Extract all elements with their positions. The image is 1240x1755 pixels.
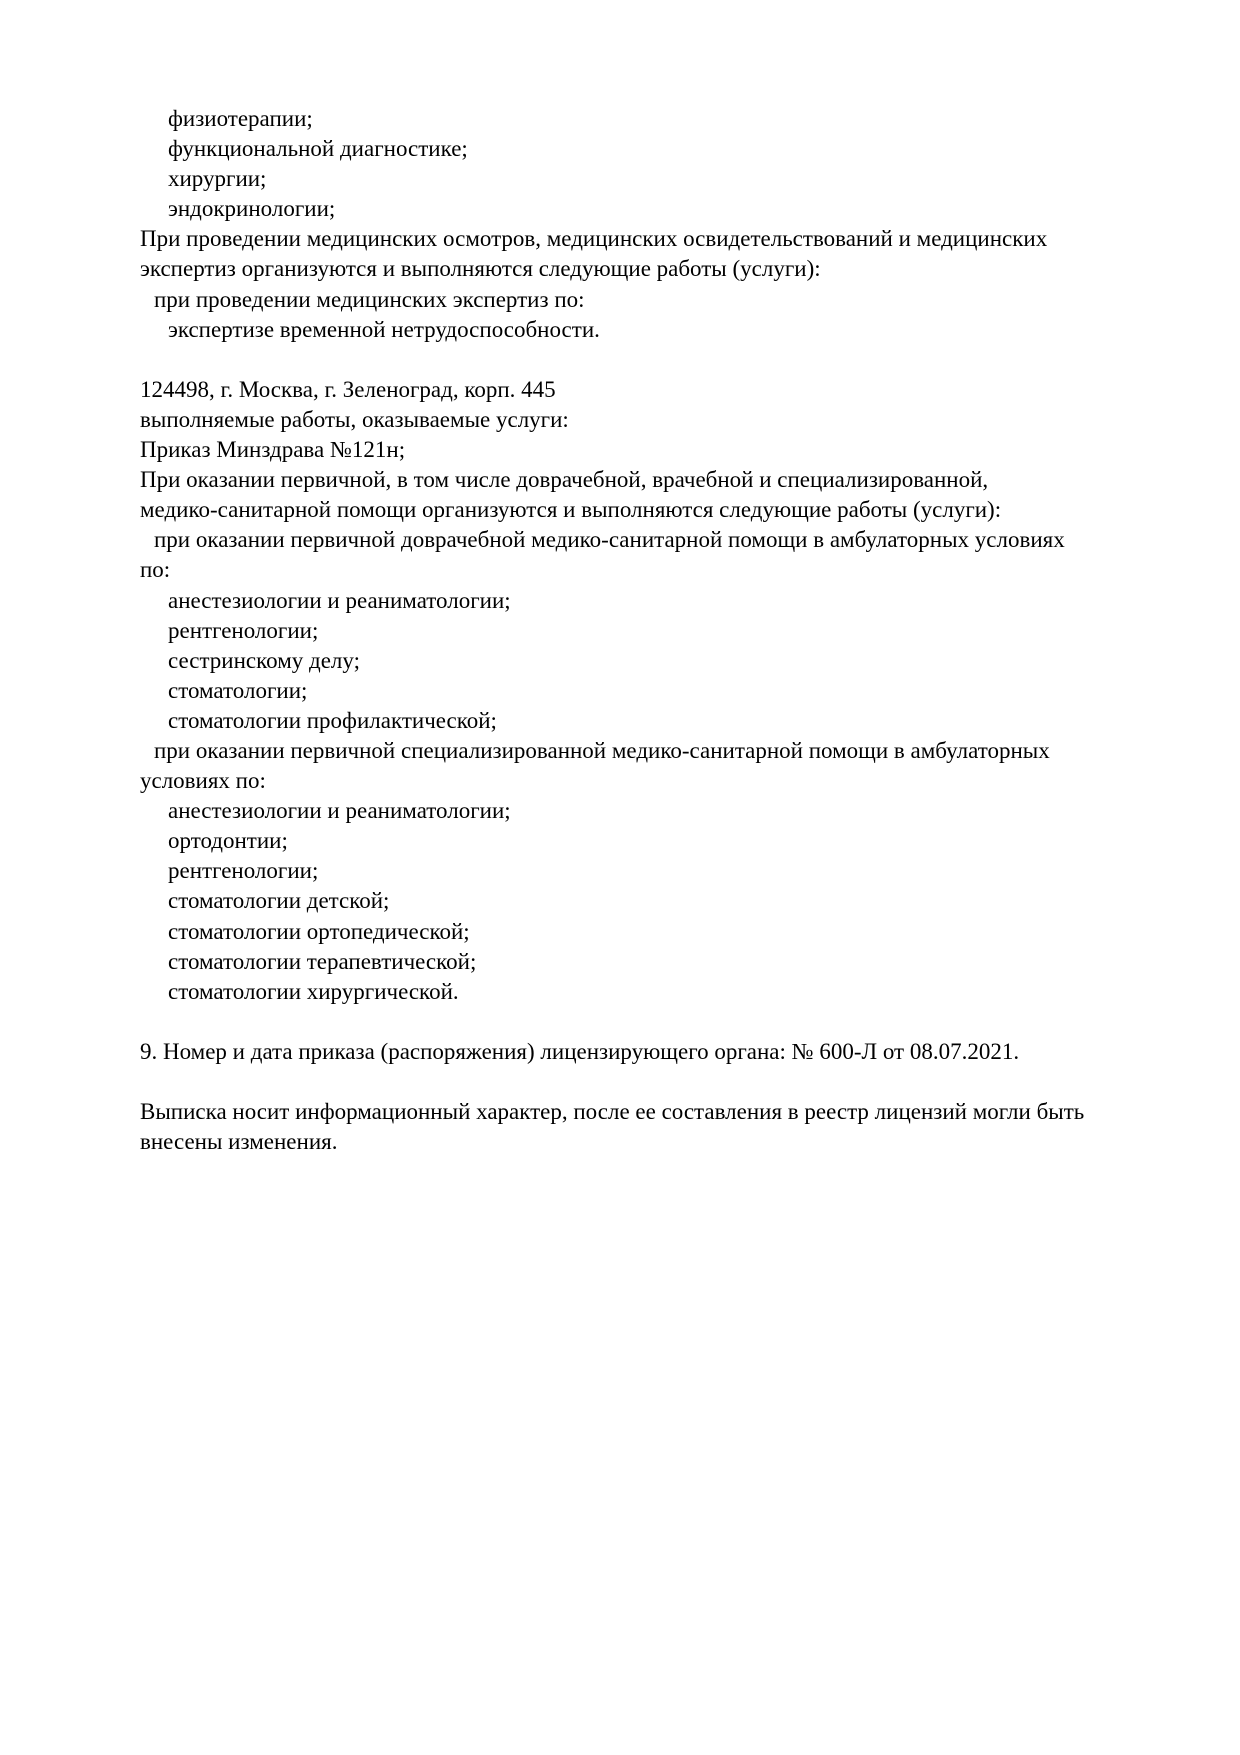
text-line: рентгенологии; [168, 617, 319, 643]
text-line: при оказании первичной специализированной медико-санитарной помощи в амбулаторных [154, 737, 1050, 763]
blank-line [0, 1067, 1240, 1097]
text-line: стоматологии профилактической; [168, 707, 497, 733]
blank-line [0, 345, 1240, 375]
text-line: При оказании первичной, в том числе доврачебной, врачебной и специализированной, [140, 467, 989, 493]
text-line: хирургии; [168, 166, 267, 192]
text-line: внесены изменения. [140, 1129, 338, 1155]
text-line: при проведении медицинских экспертиз по: [154, 286, 585, 312]
text-line: стоматологии ортопедической; [168, 918, 470, 944]
text-line: 124498, г. Москва, г. Зеленоград, корп. 445 [140, 376, 556, 402]
text-line: сестринскому делу; [168, 647, 360, 673]
blank-line [0, 1007, 1240, 1037]
text-line: 9. Номер и дата приказа (распоряжения) лицензирующего органа: № 600-Л от 08.07.2021. [140, 1038, 1020, 1064]
text-line: функциональной диагностике; [168, 136, 468, 162]
text-line: экспертиз организуются и выполняются следующие работы (услуги): [140, 256, 821, 282]
text-line: анестезиологии и реаниматологии; [168, 798, 511, 824]
text-line: При проведении медицинских осмотров, медицинских освидетельствований и медицинских [140, 226, 1048, 252]
text-line: условиях по: [140, 768, 266, 794]
text-line: эндокринологии; [168, 196, 336, 222]
text-line: выполняемые работы, оказываемые услуги: [140, 406, 569, 432]
text-line: физиотерапии; [168, 106, 313, 131]
text-line: стоматологии; [168, 677, 308, 703]
text-line: Выписка носит информационный характер, после ее составления в реестр лицензий могли быть [140, 1099, 1085, 1125]
text-line: стоматологии хирургической. [168, 978, 459, 1004]
text-line: стоматологии детской; [168, 888, 390, 914]
text-line: при оказании первичной доврачебной медико-санитарной помощи в амбулаторных условиях [154, 527, 1065, 553]
text-line: стоматологии терапевтической; [168, 948, 477, 974]
text-line: экспертизе временной нетрудоспособности. [168, 316, 600, 342]
text-line: ортодонтии; [168, 828, 288, 854]
text-line: медико-санитарной помощи организуются и выполняются следующие работы (услуги): [140, 497, 1002, 523]
text-line: анестезиологии и реаниматологии; [168, 587, 511, 613]
document-body [0, 104, 1240, 1157]
text-line: Приказ Минздрава №121н; [140, 437, 406, 463]
text-line: рентгенологии; [168, 858, 319, 884]
text-line: по: [140, 557, 171, 583]
